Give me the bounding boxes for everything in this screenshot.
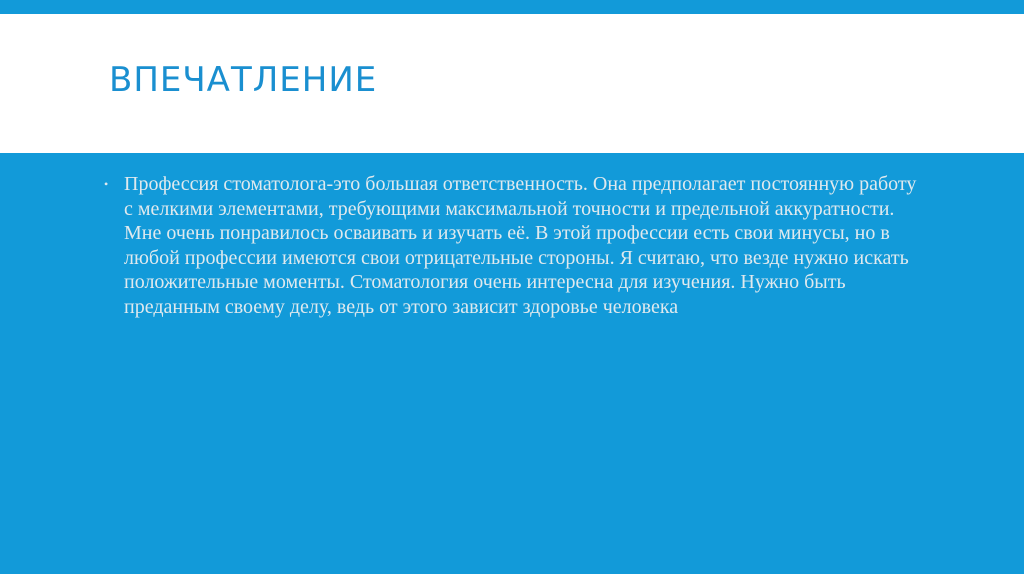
bullet-item (104, 172, 934, 319)
title-band (0, 14, 1024, 153)
slide-title: ВПЕЧАТЛЕНИЕ (109, 60, 378, 100)
bullet-marker-icon: • (104, 177, 109, 191)
top-accent-strip (0, 0, 1024, 14)
bullet-text: Профессия стоматолога-это большая ответственность. Она предполагает постоянную работу с мелкими элементами, требующими максимальной точности и предельной аккуратности. Мне очень понравилось осваивать и изучать её. В этой профессии есть свои минусы, но в любой профессии имеются свои отрицательные стороны. Я считаю, что везде нужно искать положительные моменты. Стоматология очень интересна для изучения. Нужно быть преданным своему делу, ведь от этого зависит здоровье человека (124, 173, 917, 318)
slide-body (104, 172, 934, 319)
